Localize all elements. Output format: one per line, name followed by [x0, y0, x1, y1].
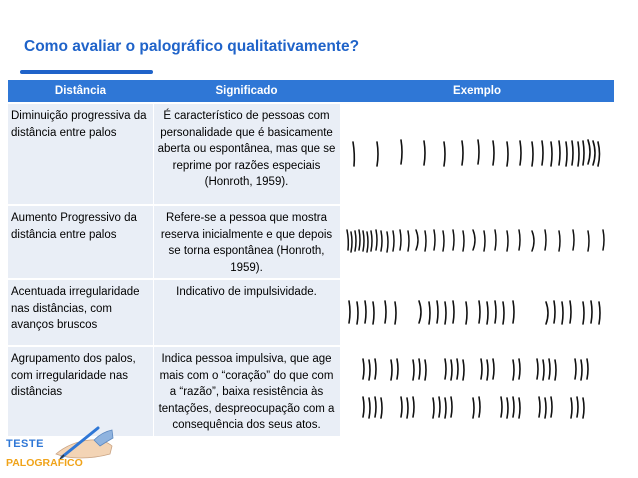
cell-significado: Indicativo de impulsividade.	[153, 279, 340, 346]
cell-distancia: Acentuada irregularidade nas distâncias, com avanços bruscos	[8, 279, 153, 346]
table-row	[8, 346, 614, 437]
cell-exemplo	[340, 279, 614, 346]
cell-significado: É característico de pessoas com personalidade que é basicamente aberta ou espontânea, mas que se reprime por razões especiais (Honroth, 1959).	[153, 103, 340, 205]
header-exemplo: Exemplo	[340, 80, 614, 103]
cell-distancia: Aumento Progressivo da distância entre palos	[8, 205, 153, 279]
table-header-row	[8, 80, 614, 103]
cell-significado: Refere-se a pessoa que mostra reserva inicialmente e que depois se torna espontânea (Honroth, 1959).	[153, 205, 340, 279]
handwriting-sample-irregular	[341, 281, 615, 345]
cell-distancia: Agrupamento dos palos, com irregularidade nas distâncias	[8, 346, 153, 437]
header-distancia: Distância	[8, 80, 153, 103]
cell-significado: Indica pessoa impulsiva, que age mais com o “coração” do que com a “razão”, baixa resistência às tentações, despreocupação com a consequência dos seus atos.	[153, 346, 340, 437]
table-row	[8, 205, 614, 279]
title-underline	[20, 70, 153, 74]
handwriting-sample-grouped	[341, 347, 615, 435]
teste-palografico-logo	[4, 424, 116, 476]
handwriting-sample-increasing	[341, 212, 615, 272]
cell-exemplo	[340, 205, 614, 279]
logo-text-palografico: PALOGRAFICO	[6, 457, 83, 469]
cell-exemplo	[340, 103, 614, 205]
table-row	[8, 103, 614, 205]
palografico-table	[8, 80, 614, 438]
logo-text-teste: TESTE	[6, 438, 44, 450]
cell-exemplo	[340, 346, 614, 437]
handwriting-sample-decreasing	[341, 104, 615, 204]
page-title: Como avaliar o palográfico qualitativamente?	[24, 38, 360, 55]
cell-distancia: Diminuição progressiva da distância entre palos	[8, 103, 153, 205]
table-row	[8, 279, 614, 346]
header-significado: Significado	[153, 80, 340, 103]
